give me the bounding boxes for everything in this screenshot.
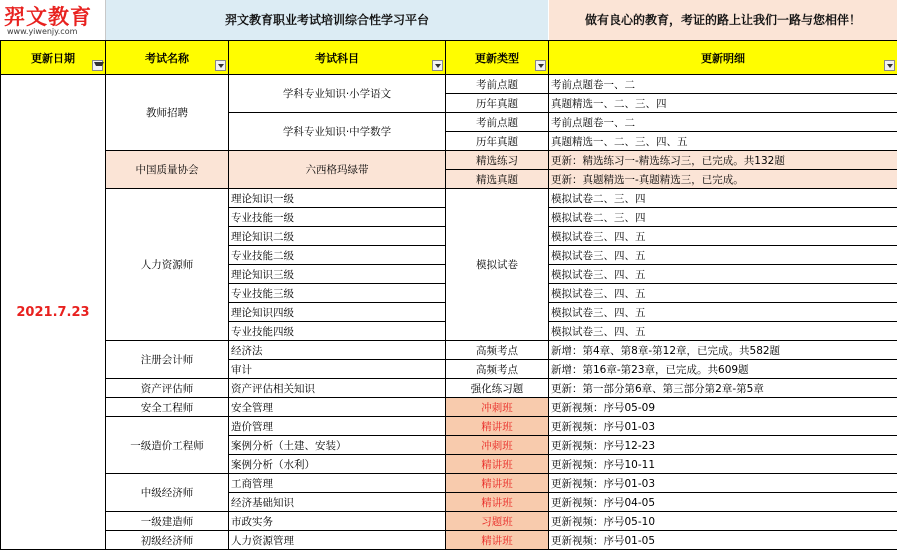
header-subject — [229, 41, 446, 75]
table-row — [1, 379, 897, 398]
subject[interactable]: 案例分析（土建、安装） — [229, 436, 446, 455]
subject[interactable]: 学科专业知识·小学语文 — [229, 75, 446, 113]
header-exam-label: 考试名称 — [145, 52, 189, 65]
update-detail[interactable]: 模拟试卷二、三、四 — [549, 208, 897, 227]
subject[interactable]: 专业技能二级 — [229, 246, 446, 265]
header-detail — [549, 41, 897, 75]
exam-name[interactable]: 资产评估师 — [106, 379, 229, 398]
header-type-label: 更新类型 — [475, 52, 519, 65]
subject[interactable]: 审计 — [229, 360, 446, 379]
update-detail[interactable]: 模拟试卷三、四、五 — [549, 265, 897, 284]
update-detail[interactable]: 模拟试卷三、四、五 — [549, 227, 897, 246]
update-type[interactable]: 高频考点 — [446, 341, 549, 360]
update-detail[interactable]: 模拟试卷三、四、五 — [549, 303, 897, 322]
table-row — [1, 151, 897, 170]
header-date — [1, 41, 106, 75]
table-row — [1, 398, 897, 417]
exam-name[interactable]: 安全工程师 — [106, 398, 229, 417]
header-subject-label: 考试科目 — [315, 52, 359, 65]
update-detail[interactable]: 新增：第4章、第8章-第12章，已完成。共582题 — [549, 341, 897, 360]
update-type[interactable]: 精讲班 — [446, 474, 549, 493]
update-type[interactable]: 精讲班 — [446, 417, 549, 436]
filter-icon[interactable] — [92, 60, 103, 71]
logo-text: 羿文教育 — [4, 1, 92, 31]
subject[interactable]: 理论知识三级 — [229, 265, 446, 284]
update-detail[interactable]: 考前点题卷一、二 — [549, 113, 897, 132]
table-row — [1, 189, 897, 208]
logo-url: www.yiwenjy.com — [7, 27, 77, 36]
update-detail[interactable]: 更新视频：序号01-03 — [549, 474, 897, 493]
subject[interactable]: 六西格玛绿带 — [229, 151, 446, 189]
update-detail[interactable]: 模拟试卷三、四、五 — [549, 284, 897, 303]
subject[interactable]: 经济基础知识 — [229, 493, 446, 512]
exam-name[interactable]: 注册会计师 — [106, 341, 229, 379]
update-type[interactable]: 精讲班 — [446, 493, 549, 512]
header-date-label: 更新日期 — [31, 52, 75, 65]
exam-name[interactable]: 中级经济师 — [106, 474, 229, 512]
header-type — [446, 41, 549, 75]
update-detail[interactable]: 真题精选一、二、三、四 — [549, 94, 897, 113]
exam-name[interactable]: 一级造价工程师 — [106, 417, 229, 474]
subject[interactable]: 理论知识四级 — [229, 303, 446, 322]
exam-name[interactable]: 一级建造师 — [106, 512, 229, 531]
header-detail-label: 更新明细 — [701, 52, 745, 65]
subject[interactable]: 人力资源管理 — [229, 531, 446, 550]
update-detail[interactable]: 更新视频：序号04-05 — [549, 493, 897, 512]
exam-name[interactable]: 中国质量协会 — [106, 151, 229, 189]
table-row — [1, 341, 897, 360]
subject[interactable]: 专业技能四级 — [229, 322, 446, 341]
update-detail[interactable]: 模拟试卷三、四、五 — [549, 322, 897, 341]
update-type[interactable]: 强化练习题 — [446, 379, 549, 398]
table-row — [1, 417, 897, 436]
update-type[interactable]: 精选练习 — [446, 151, 549, 170]
update-type[interactable]: 历年真题 — [446, 94, 549, 113]
dropdown-icon[interactable] — [432, 60, 443, 71]
subject[interactable]: 资产评估相关知识 — [229, 379, 446, 398]
update-type[interactable]: 精讲班 — [446, 455, 549, 474]
subject[interactable]: 市政实务 — [229, 512, 446, 531]
dropdown-icon[interactable] — [884, 60, 895, 71]
exam-name[interactable]: 初级经济师 — [106, 531, 229, 550]
update-detail[interactable]: 模拟试卷三、四、五 — [549, 246, 897, 265]
update-detail[interactable]: 考前点题卷一、二 — [549, 75, 897, 94]
update-detail[interactable]: 更新视频：序号12-23 — [549, 436, 897, 455]
table-row — [1, 75, 897, 94]
update-detail[interactable]: 更新：精选练习一-精选练习三，已完成。共132题 — [549, 151, 897, 170]
update-detail[interactable]: 模拟试卷二、三、四 — [549, 189, 897, 208]
subject[interactable]: 造价管理 — [229, 417, 446, 436]
update-type[interactable]: 考前点题 — [446, 113, 549, 132]
table-row — [1, 474, 897, 493]
header-row — [1, 41, 897, 75]
table-row — [1, 512, 897, 531]
update-type[interactable]: 冲刺班 — [446, 436, 549, 455]
update-detail[interactable]: 更新视频：序号10-11 — [549, 455, 897, 474]
update-detail[interactable]: 更新视频：序号05-10 — [549, 512, 897, 531]
header-exam — [106, 41, 229, 75]
subject[interactable]: 安全管理 — [229, 398, 446, 417]
logo — [0, 0, 106, 41]
subject[interactable]: 理论知识一级 — [229, 189, 446, 208]
update-type[interactable]: 考前点题 — [446, 75, 549, 94]
update-type[interactable]: 冲刺班 — [446, 398, 549, 417]
update-date[interactable]: 2021.7.23 — [1, 75, 106, 550]
subject[interactable]: 理论知识二级 — [229, 227, 446, 246]
update-table — [0, 40, 897, 550]
subject[interactable]: 工商管理 — [229, 474, 446, 493]
update-type[interactable]: 精讲班 — [446, 531, 549, 550]
subject[interactable]: 案例分析（水利） — [229, 455, 446, 474]
exam-name[interactable]: 人力资源师 — [106, 189, 229, 341]
update-detail[interactable]: 新增：第16章-第23章，已完成。共609题 — [549, 360, 897, 379]
table-row — [1, 531, 897, 550]
dropdown-icon[interactable] — [535, 60, 546, 71]
update-type[interactable]: 历年真题 — [446, 132, 549, 151]
update-detail[interactable]: 更新视频：序号01-05 — [549, 531, 897, 550]
update-type[interactable]: 高频考点 — [446, 360, 549, 379]
subject[interactable]: 学科专业知识·中学数学 — [229, 113, 446, 151]
exam-name[interactable]: 教师招聘 — [106, 75, 229, 151]
update-detail[interactable]: 更新视频：序号05-09 — [549, 398, 897, 417]
subject[interactable]: 经济法 — [229, 341, 446, 360]
slogan: 做有良心的教育，考证的路上让我们一路与您相伴！ — [549, 0, 897, 41]
platform-title: 羿文教育职业考试培训综合性学习平台 — [106, 0, 548, 41]
update-detail[interactable]: 更新视频：序号01-03 — [549, 417, 897, 436]
update-type[interactable]: 模拟试卷 — [446, 189, 549, 341]
subject[interactable]: 专业技能一级 — [229, 208, 446, 227]
update-type[interactable]: 精选真题 — [446, 170, 549, 189]
update-type[interactable]: 习题班 — [446, 512, 549, 531]
update-detail[interactable]: 真题精选一、二、三、四、五 — [549, 132, 897, 151]
update-detail[interactable]: 更新：第一部分第6章、第三部分第2章-第5章 — [549, 379, 897, 398]
subject[interactable]: 专业技能三级 — [229, 284, 446, 303]
dropdown-icon[interactable] — [215, 60, 226, 71]
update-detail[interactable]: 更新：真题精选一-真题精选三，已完成。 — [549, 170, 897, 189]
